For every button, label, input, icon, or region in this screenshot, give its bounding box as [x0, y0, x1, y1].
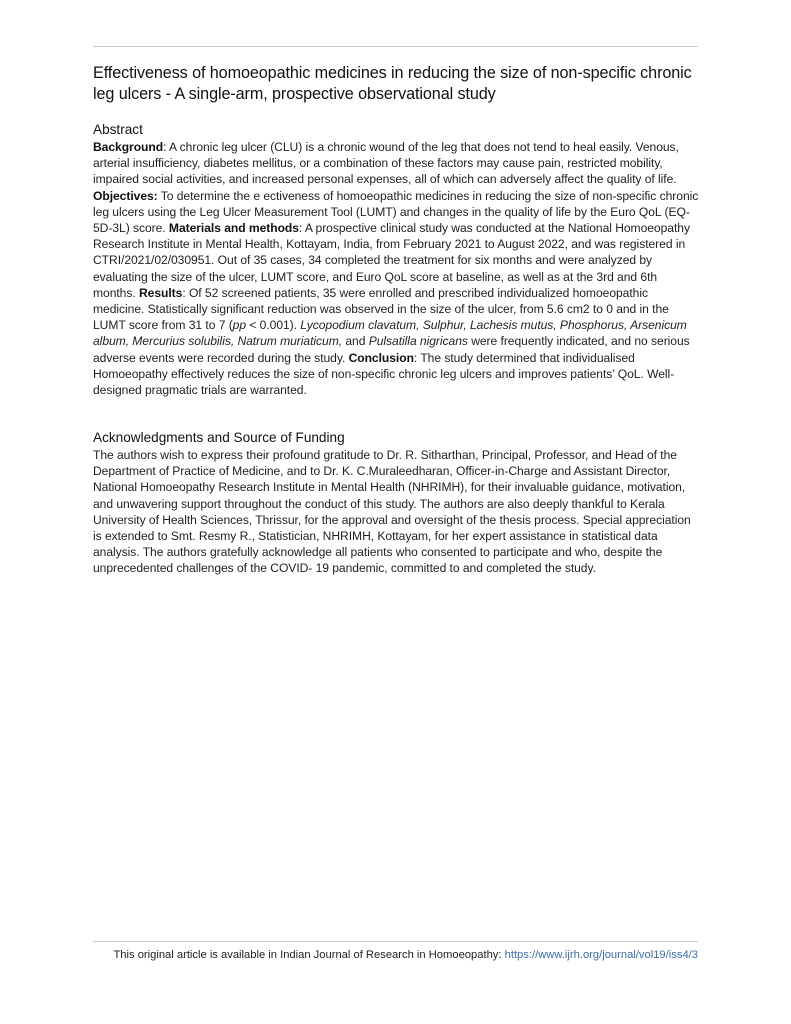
objectives-text: To determine the e ectiveness of homoeopathic medicines in reducing the size of non-specific chronic leg ulcers using the Leg Ulcer Measurement Tool (LUMT) and changes in the quality of life by the Euro QoL (EQ-5D-3L) score. — [93, 188, 699, 236]
results-text-3: were frequently indicated, and no serious adverse events were recorded during the study. — [93, 334, 690, 365]
top-divider — [93, 46, 698, 47]
background-text: : A chronic leg ulcer (CLU) is a chronic wound of the leg that does not tend to heal easily. Venous, arterial insufficiency, diabetes mellitus, or a combination of these factors may cause pain, restricted mobility, impaired social activities, and increased personal expenses, all of which can adversely affect the quality of life. — [93, 140, 679, 187]
medicines-and: and — [342, 334, 369, 349]
acknowledgments-section — [93, 429, 700, 577]
abstract-section — [93, 121, 700, 398]
abstract-heading: Abstract — [93, 122, 143, 137]
results-text-2: < 0.001). — [246, 318, 301, 333]
methods-label: Materials and methods — [168, 221, 299, 236]
objectives-label: Objectives: — [93, 188, 158, 203]
footer-text: This original article is available in Indian Journal of Research in Homoeopathy: — [113, 949, 505, 961]
abstract-body — [93, 139, 700, 398]
p-value-symbol: pp — [232, 318, 247, 333]
article-title: Effectiveness of homoeopathic medicines in reducing the size of non-specific chronic leg ulcers - A single-arm, prospective observational study — [93, 64, 692, 103]
conclusion-text: : The study determined that individualised Homoeopathy effectively reduces the size of non-specific chronic leg ulcers and improves patients’ QoL. Well-designed pragmatic trials are warranted. — [93, 350, 675, 398]
footer-note — [93, 947, 698, 963]
footer-divider — [93, 941, 698, 942]
article-link[interactable]: https://www.ijrh.org/journal/vol19/iss4/3 — [504, 949, 698, 961]
methods-text: : A prospective clinical study was conducted at the National Homoeopathy Research Institute in Mental Health, Kottayam, India, from February 2021 to August 2022, and was registered in CTRI/2021/02/030951. Out of 35 cases, 34 completed the treatment for six months and were analyzed by evaluating the size of the ulcer, LUMT score, and Euro QoL score at baseline, as well as at the 3rd and 6th months. — [93, 221, 690, 300]
medicines-list-2: Pulsatilla nigricans — [368, 334, 468, 349]
background-label: Background — [93, 140, 164, 154]
results-label: Results — [138, 285, 183, 300]
results-text: : Of 52 screened patients, 35 were enrolled and prescribed individualized homoeopathic medicine. Statistically significant reduction was observed in the size of the ulcer, from 5.6 cm2 to 0 and in the LUMT score from 31 to 7 ( — [93, 285, 669, 333]
acknowledgments-heading: Acknowledgments and Source of Funding — [93, 430, 345, 445]
acknowledgments-body: The authors wish to express their profound gratitude to Dr. R. Sitharthan, Principal, Professor, and Head of the Department of Practice of Medicine, and to Dr. K. C.Muraleedharan, Officer-in-Charge and Assistant Director, National Homoeopathy Research Institute in Mental Health (NHRIMH), for their invaluable guidance, motivation, and unwavering support throughout the conduct of this study. The authors are also deeply thankful to Kerala University of Health Sciences, Thrissur, for the approval and oversight of the thesis process. Special appreciation is extended to Smt. Resmy R., Statistician, NHRIMH, Kottayam, for her expert assistance in statistical data analysis. The authors gratefully acknowledge all patients who consented to participate and who, despite the unprecedented challenges of the COVID- 19 pandemic, committed to and completed the study. — [93, 448, 691, 576]
medicines-list: Lycopodium clavatum, Sulphur, Lachesis mutus, Phosphorus, Arsenicum album, Mercurius solubilis, Natrum muriaticum, — [93, 318, 687, 349]
conclusion-label: Conclusion — [348, 350, 414, 365]
